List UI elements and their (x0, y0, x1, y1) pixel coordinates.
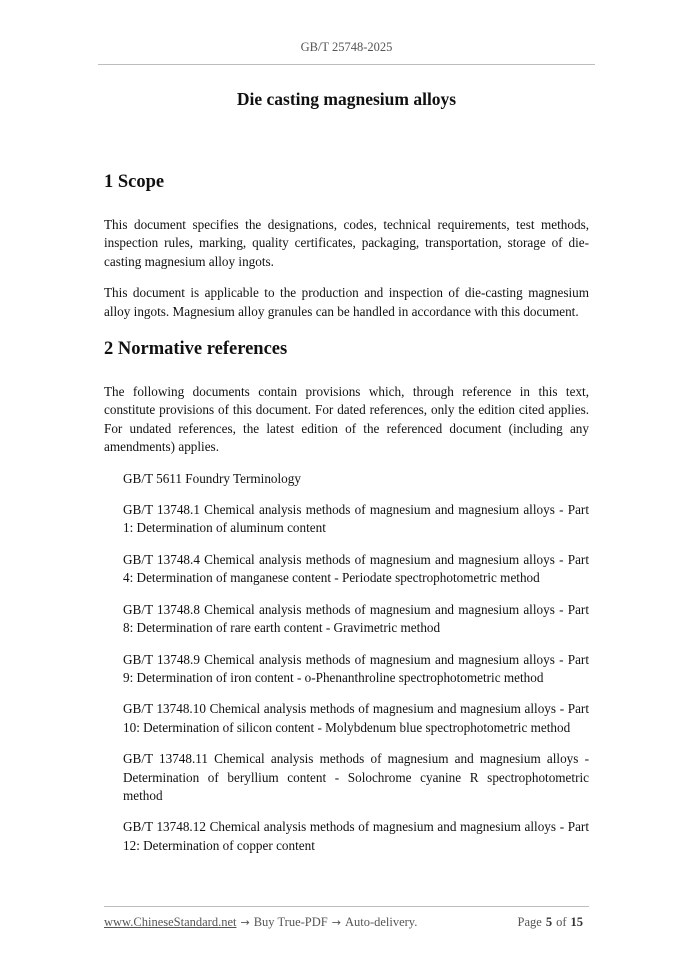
scope-paragraph-2: This document is applicable to the production and inspection of die-casting magnesium alloy ingots. Magnesium alloy granules can be handled in accordance with this document. (104, 285, 589, 319)
document-body (104, 170, 589, 855)
section-heading-normative-references: 2 Normative references (104, 339, 288, 360)
reference-item: GB/T 13748.1 Chemical analysis methods of magnesium and magnesium alloys - Part 1: Determination of aluminum content (123, 502, 589, 536)
site-link[interactable]: www.ChineseStandard.net (104, 915, 237, 929)
page-footer (104, 915, 589, 930)
reference-item: GB/T 13748.4 Chemical analysis methods of magnesium and magnesium alloys - Part 4: Determination of manganese content - Periodate spectrophotometric method (123, 551, 589, 586)
footer-divider (104, 906, 589, 907)
right-arrow-icon: → (331, 916, 341, 929)
auto-delivery-text: Auto-delivery. (344, 915, 418, 929)
reference-item: GB/T 13748.12 Chemical analysis methods of magnesium and magnesium alloys - Part 12: Determination of copper content (123, 819, 589, 853)
page-current: 5 (545, 915, 553, 929)
references-intro-paragraph: The following documents contain provisions which, through reference in this text, constitute provisions of this document. For dated references, only the edition cited applies. For undated references, the latest edition of the referenced document (including any amendments) applies. (104, 384, 589, 455)
section-heading-scope: 1 Scope (104, 172, 165, 192)
right-arrow-icon: → (240, 916, 250, 929)
page-label: Page (517, 915, 542, 929)
running-header: GB/T 25748-2025 (300, 40, 393, 54)
page-of-label: of (556, 915, 567, 929)
reference-item: GB/T 13748.11 Chemical analysis methods of magnesium and magnesium alloys - Determination of beryllium content - Solochrome cyanine R spectrophotometric method (123, 751, 589, 803)
header-divider (98, 64, 595, 65)
reference-item: GB/T 13748.8 Chemical analysis methods of magnesium and magnesium alloys - Part 8: Determination of rare earth content - Gravimetric method (123, 601, 589, 636)
document-title: Die casting magnesium alloys (236, 89, 457, 109)
page-total: 15 (570, 915, 583, 929)
scope-paragraph-1: This document specifies the designations, codes, technical requirements, test methods, inspection rules, marking, quality certificates, packaging, transportation, storage of die-casting magnesium alloy ingots. (104, 217, 589, 269)
buy-true-pdf-text: Buy True-PDF (253, 915, 328, 929)
reference-item: GB/T 13748.10 Chemical analysis methods of magnesium and magnesium alloys - Part 10: Determination of silicon content - Molybdenum blue spectrophotometric method (123, 701, 589, 735)
page-indicator (518, 915, 589, 930)
reference-item: GB/T 5611 Foundry Terminology (123, 470, 301, 486)
footer-promo (104, 915, 417, 930)
reference-item: GB/T 13748.9 Chemical analysis methods of magnesium and magnesium alloys - Part 9: Determination of iron content - o-Phenanthroline spectrophotometric method (123, 651, 589, 685)
